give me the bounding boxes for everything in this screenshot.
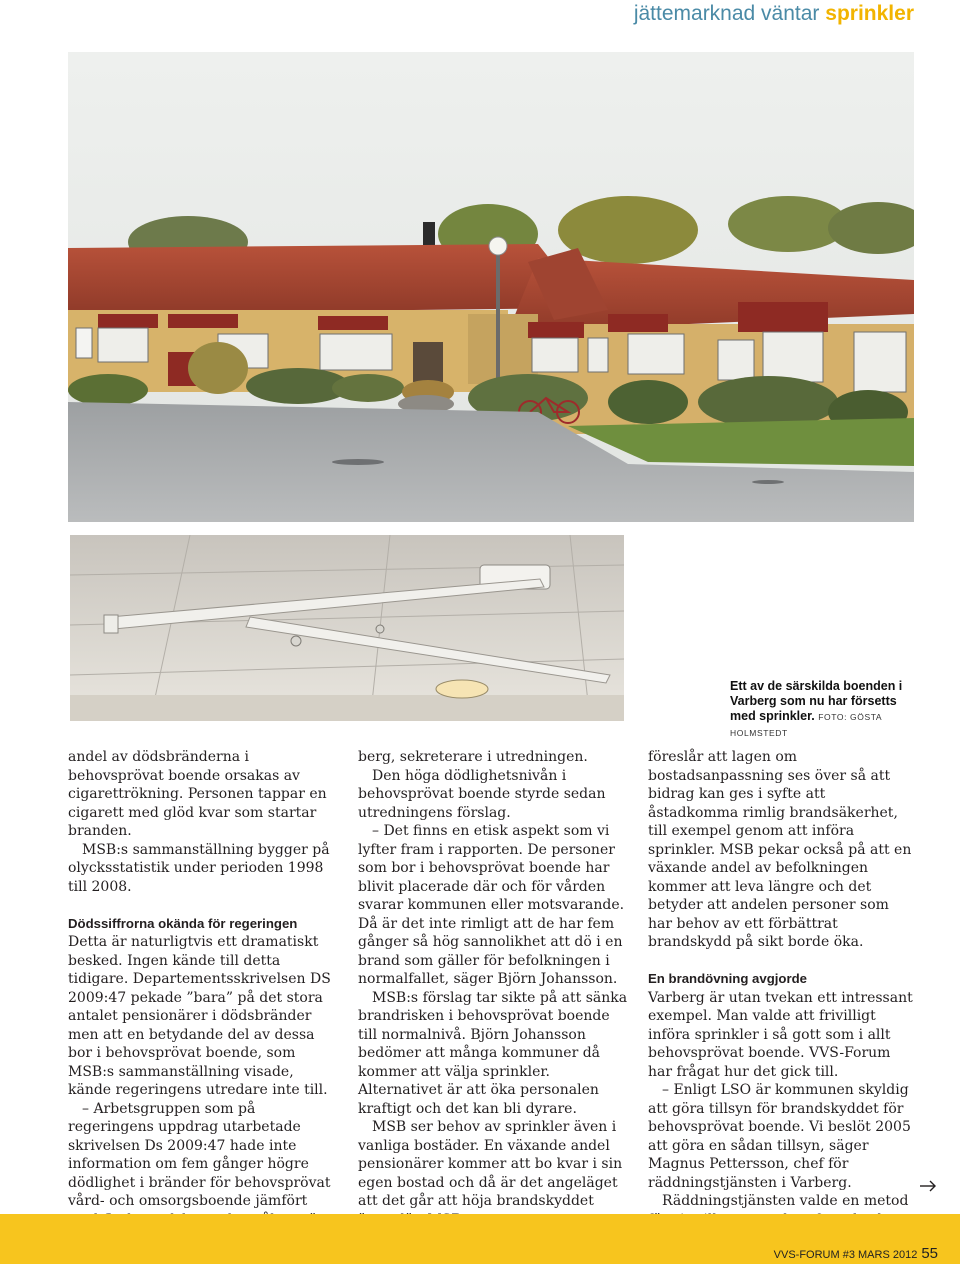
caption-text: Ett av de särskilda boenden i Varberg som nu har försetts med sprinkler. xyxy=(730,679,903,723)
article-column-3 xyxy=(648,748,916,1248)
paragraph: Detta är naturligtvis ett dramatiskt besked. Ingen kände till detta tidigare. Departementsskrivelsen DS 2009:47 pekade ”bara” på det stora antalet pensionärer i dödsbränder men att en betydande del av dessa bor i behovsprövat boende, som MSB:s sammanställning visade, kände regeringens utredare inte till. xyxy=(68,934,331,1098)
page-number: 55 xyxy=(921,1245,938,1262)
magazine-issue: VVS-FORUM #3 MARS 2012 xyxy=(773,1249,918,1261)
paragraph: Räddningstjänsten valde en metod xyxy=(662,1193,909,1209)
paragraph: berg, sekreterare i utredningen. xyxy=(358,749,588,765)
paragraph: MSB:s sammanställning bygger på olycksstatistik under perioden 1998 till 2008. xyxy=(68,841,330,895)
paragraph: MSB:s förslag tar sikte på att sänka brandrisken i behovsprövat boende till normalnivå. Björn Johansson bedömer att många kommuner då kommer att välja sprinkler. Alternativet är att öka personalen kraftigt och det kan bli dyrare. xyxy=(358,989,628,1117)
paragraph: MSB ser behov av sprinkler även i vanliga bostäder. En växande andel pensionärer kommer att bo kvar i sin egen bostad och då är det angeläget att det går att höja brandskyddet xyxy=(358,1119,623,1209)
subheading: En brandövning avgjorde xyxy=(648,971,807,986)
subheading: Dödssiffrorna okända för regeringen xyxy=(68,915,298,931)
running-head-title: jättemarknad väntar xyxy=(633,2,820,25)
paragraph: andel av dödsbränderna i behovsprövat boende orsakas av cigarettrökning. Personen tappar en cigarett med glöd kvar som startar branden. xyxy=(68,749,327,839)
arrow-right-icon xyxy=(918,1176,938,1196)
paragraph: Varberg är utan tvekan ett intressant exempel. Man valde att frivilligt införa sprinkler i så gott som i allt behovsprövat boende. VVS-Forum har frågat hur det gick till. xyxy=(648,989,913,1080)
running-head-accent: sprinkler xyxy=(825,2,914,25)
photo-caption xyxy=(730,679,914,741)
sprinkler-photo xyxy=(68,533,626,723)
footer-band xyxy=(0,1214,960,1264)
paragraph: föreslår att lagen om bostadsanpassning ses över så att bidrag kan ges i syfte att åstadkomma rimlig brandsäkerhet, till exempel genom att införa sprinkler. MSB pekar också på att en växande andel av befolkningen kommer att leva längre och det betyder att andelen personer som har behov av ett förbättrat brandskydd på sikt borde öka. xyxy=(648,749,912,950)
footer xyxy=(774,1245,938,1262)
paragraph: Den höga dödlighetsnivån i behovsprövat boende styrde sedan utredningens förslag. xyxy=(358,767,606,821)
paragraph: – Det finns en etisk aspekt som vi lyfter fram i rapporten. De personer som bor i behovsprövat boende har blivit placerade där och för vården svarar kommunen eller motsvarande. Då är det inte rimligt att de har fem gånger så hög sannolikhet att dö i en brand som gäller för befolkningen i normalfallet, säger Björn Johansson. xyxy=(358,823,625,987)
photo-credit: FOTO: GÖSTA HOLMSTEDT xyxy=(730,712,882,738)
paragraph: – Arbetsgruppen som på regeringens uppdrag utarbetade skrivelsen Ds 2009:47 hade inte information om fem gånger högre dödlighet i bränder för behovsprövat vård- och omsorgsboende jämfört xyxy=(68,1100,331,1209)
article-column-2 xyxy=(358,748,628,1229)
article-column-1 xyxy=(68,748,336,1248)
paragraph: – Enligt LSO är kommunen skyldig att göra tillsyn för brandskyddet för behovsprövat boende. Vi beslöt 2005 att göra en sådan tillsyn, säger Magnus Pettersson, chef för räddningstjänsten i Varberg. xyxy=(648,1082,911,1191)
running-head xyxy=(634,2,914,26)
